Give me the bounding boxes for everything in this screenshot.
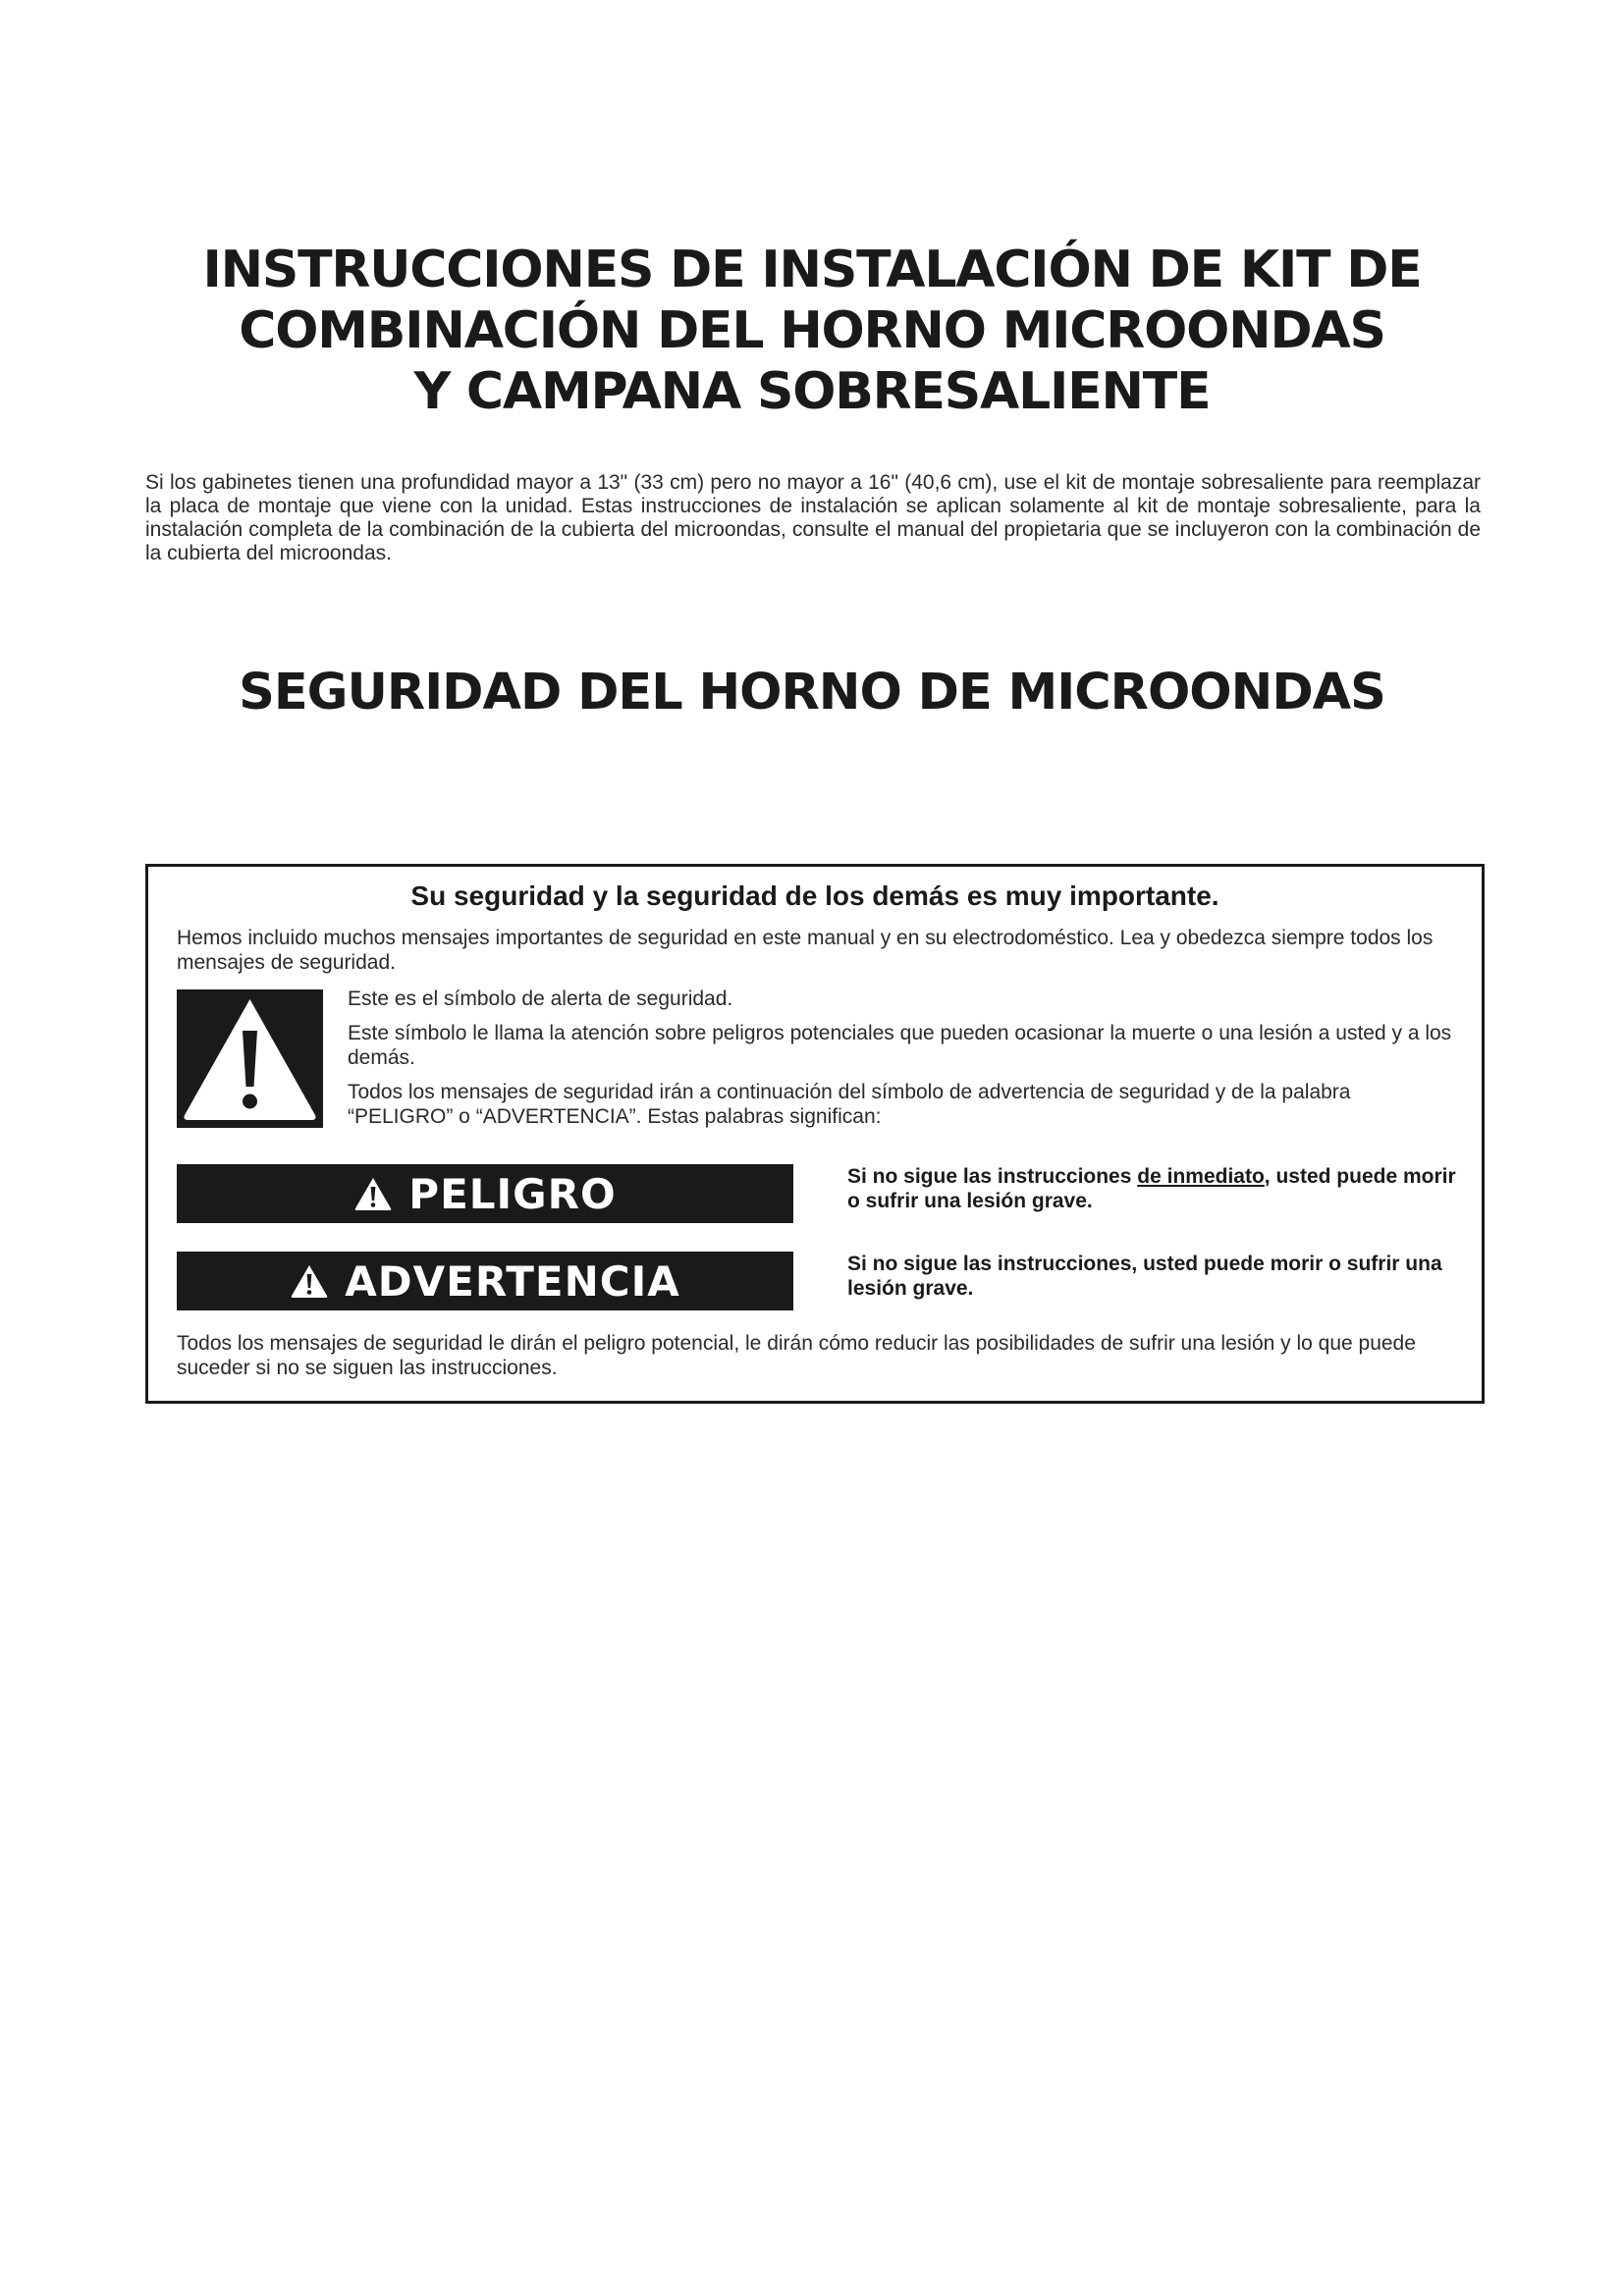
safety-box bbox=[145, 864, 1485, 1404]
danger-description bbox=[847, 1164, 1456, 1213]
warning-label: ADVERTENCIA bbox=[345, 1256, 680, 1306]
warning-description: Si no sigue las instrucciones, usted puede morir o sufrir una lesión grave. bbox=[847, 1253, 1442, 1300]
warning-triangle-icon bbox=[353, 1176, 393, 1211]
signal-words-intro: Todos los mensajes de seguridad irán a continuación del símbolo de advertencia de seguridad y de la palabra “PELIGRO” o “ADVERTENCIA”. Estas palabras significan: bbox=[348, 1081, 1351, 1128]
warning-triangle-icon bbox=[177, 989, 323, 1128]
safety-closing: Todos los mensajes de seguridad le dirán el peligro potencial, le dirán cómo reducir las posibilidades de sufrir una lesión y lo que puede suceder si no se siguen las instrucciones. bbox=[177, 1332, 1416, 1379]
danger-desc-before: Si no sigue las instrucciones bbox=[847, 1165, 1138, 1188]
title-line-2: COMBINACIÓN DEL HORNO MICROONDAS bbox=[239, 301, 1385, 360]
title-line-1: INSTRUCCIONES DE INSTALACIÓN DE KIT DE bbox=[202, 240, 1422, 299]
symbol-definition: Este es el símbolo de alerta de seguridad. bbox=[348, 988, 733, 1010]
danger-desc-after: , usted puede morir o sufrir una lesión grave. bbox=[847, 1165, 1456, 1212]
danger-label: PELIGRO bbox=[408, 1169, 617, 1218]
danger-desc-underlined: de inmediato bbox=[1137, 1165, 1265, 1188]
symbol-purpose: Este símbolo le llama la atención sobre peligros potenciales que pueden ocasionar la muerte o una lesión a usted y a los demás. bbox=[348, 1022, 1452, 1069]
warning-triangle-icon bbox=[290, 1263, 329, 1299]
warning-signal-bar bbox=[177, 1252, 793, 1310]
title-line-3: Y CAMPANA SOBRESALIENTE bbox=[413, 362, 1211, 421]
safety-box-heading: Su seguridad y la seguridad de los demás es muy importante. bbox=[410, 881, 1219, 911]
safety-intro: Hemos incluido muchos mensajes importantes de seguridad en este manual y en su electrodoméstico. Lea y obedezca siempre todos los mensajes de seguridad. bbox=[177, 927, 1434, 974]
document-title bbox=[0, 240, 1624, 422]
intro-paragraph: Si los gabinetes tienen una profundidad mayor a 13" (33 cm) pero no mayor a 16" (40,6 cm), use el kit de montaje sobresaliente para reemplazar la placa de montaje que viene con la unidad. Estas instrucciones de instalación se aplican solamente al kit de montaje sobresaliente, para la instalación completa de la combinación de la cubierta del microondas, consulte el manual del propietaria que se incluyeron con la combinación de la cubierta del microondas. bbox=[145, 471, 1481, 564]
section-title: SEGURIDAD DEL HORNO DE MICROONDAS bbox=[239, 664, 1385, 721]
danger-signal-bar bbox=[177, 1164, 793, 1223]
safety-alert-symbol-icon bbox=[177, 989, 323, 1128]
